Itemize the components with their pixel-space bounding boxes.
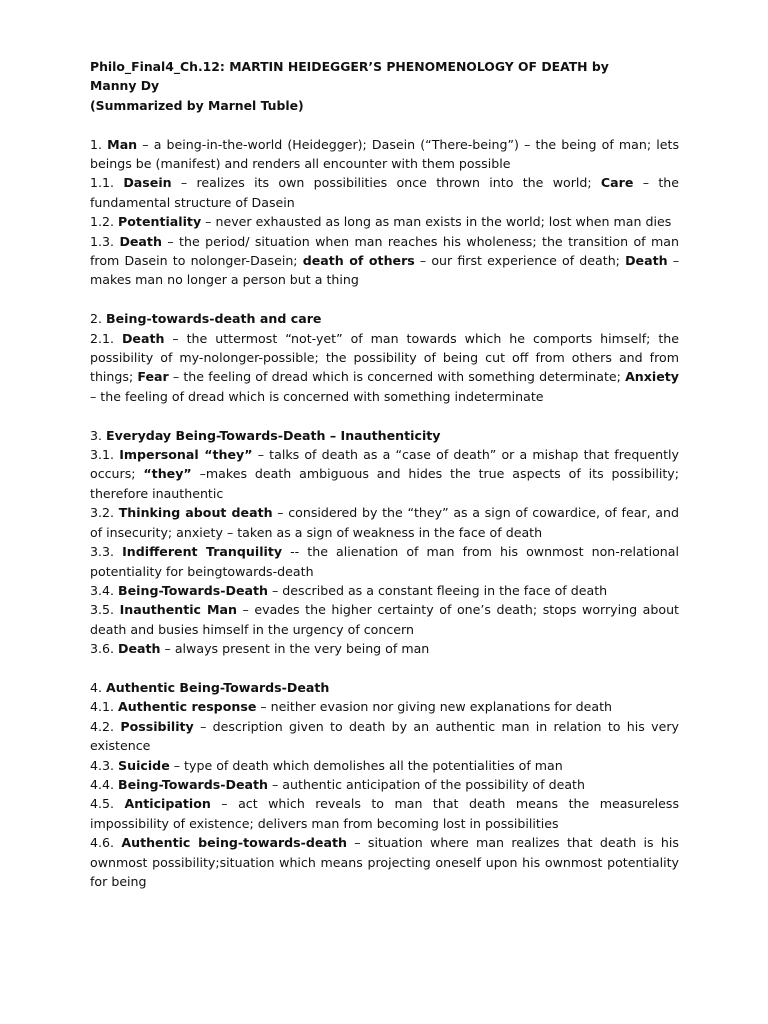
section-2-heading: [90, 309, 679, 328]
definition: – our first experience of death;: [414, 253, 626, 269]
definition: – description given to death by an authentic man in relation to his very existence: [90, 718, 679, 754]
paragraph-1: [90, 135, 679, 174]
paragraph-3-4: [90, 581, 679, 600]
document-title: [90, 57, 679, 115]
item-number: 2.1.: [90, 330, 122, 346]
definition: – the feeling of dread which is concerned with something determinate;: [168, 369, 626, 385]
item-number: 2.: [90, 311, 107, 327]
term: Dasein: [123, 175, 172, 191]
item-number: 4.: [90, 679, 107, 695]
item-number: 4.3.: [90, 757, 119, 773]
term: Fear: [137, 369, 169, 385]
term: Indifferent Tranquility: [122, 544, 283, 560]
definition: – talks of death as a “case of death” or a mishap that frequently occurs;: [90, 447, 679, 482]
term: Death: [118, 641, 161, 657]
item-number: 3.4.: [90, 582, 119, 598]
paragraph-3-2: [90, 503, 679, 542]
term: Thinking about death: [118, 505, 273, 521]
term: death of others: [302, 253, 415, 269]
paragraph-1-2: [90, 212, 679, 231]
item-number: 3.2.: [90, 505, 119, 521]
definition: – the feeling of dread which is concerned with something indeterminate: [90, 388, 544, 404]
term: Inauthentic Man: [119, 602, 237, 618]
paragraph-4-4: [90, 775, 679, 794]
definition: – authentic anticipation of the possibility of death: [268, 776, 585, 792]
term: Potentiality: [118, 214, 202, 230]
title-line-2: Manny Dy: [90, 78, 160, 94]
section-3: [90, 426, 679, 659]
paragraph-4-2: [90, 717, 679, 756]
paragraph-3-1: [90, 445, 679, 503]
item-number: 4.2.: [90, 718, 121, 734]
term: Man: [107, 136, 138, 152]
definition: – the uttermost “not-yet” of man towards which he comports himself; the possibility of my-nolonger-possible; the possibility of being cut off from others and from things;: [90, 330, 679, 385]
definition: – type of death which demolishes all the potentialities of man: [169, 757, 563, 773]
paragraph-3-3: [90, 542, 679, 581]
item-number: 1.1.: [90, 175, 124, 191]
term: Suicide: [118, 757, 170, 773]
definition: – always present in the very being of man: [160, 641, 430, 657]
term: Death: [625, 253, 668, 269]
heading-text: Being-towards-death and care: [106, 311, 322, 327]
item-number: 3.3.: [90, 544, 123, 560]
paragraph-2-1: [90, 329, 679, 407]
term: “they”: [143, 466, 192, 482]
definition: – makes man no longer a person but a thing: [90, 253, 679, 288]
definition: – considered by the “they” as a sign of cowardice, of fear, and of insecurity; anxiety – taken as a sign of weakness in the face of death: [90, 505, 679, 540]
definition: – realizes its own possibilities once thrown into the world;: [171, 175, 601, 191]
definition: – described as a constant fleeing in the face of death: [268, 582, 608, 598]
paragraph-4-3: [90, 756, 679, 775]
heading-text: Everyday Being-Towards-Death – Inauthenticity: [106, 427, 441, 443]
definition: – never exhausted as long as man exists in the world; lost when man dies: [201, 214, 672, 230]
term: Possibility: [120, 718, 194, 734]
term: Authentic being-towards-death: [121, 835, 347, 851]
definition: –makes death ambiguous and hides the true aspects of its possibility; therefore inauthentic: [90, 466, 679, 501]
paragraph-4-1: [90, 697, 679, 716]
paragraph-4-5: [90, 794, 679, 833]
term: Anxiety: [625, 369, 679, 385]
paragraph-1-3: [90, 232, 679, 290]
item-number: 1.: [90, 136, 108, 152]
term: Being-Towards-Death: [118, 776, 268, 792]
heading-text: Authentic Being-Towards-Death: [106, 679, 330, 695]
item-number: 4.1.: [90, 699, 119, 715]
definition: – evades the higher certainty of one’s death; stops worrying about death and busies himself in the urgency of concern: [90, 602, 679, 637]
item-number: 3.5.: [90, 602, 120, 618]
definition: -- the alienation of man from his ownmost non-relational potentiality for beingtowards-death: [90, 544, 680, 579]
definition: – act which reveals to man that death means the measureless impossibility of existence; delivers man from becoming lost in possibilities: [90, 796, 679, 831]
term: Anticipation: [124, 796, 211, 812]
section-2: [90, 309, 679, 406]
term: Care: [600, 175, 634, 191]
term: Authentic response: [118, 699, 257, 715]
paragraph-4-6: [90, 833, 679, 891]
section-3-heading: [90, 426, 679, 445]
item-number: 1.3.: [90, 233, 120, 249]
definition: – neither evasion nor giving new explanations for death: [256, 699, 613, 715]
item-number: 4.5.: [90, 796, 125, 812]
section-4-heading: [90, 678, 679, 697]
item-number: 3.6.: [90, 641, 119, 657]
term: Death: [119, 233, 162, 249]
term: Being-Towards-Death: [118, 582, 268, 598]
definition: – a being-in-the-world (Heidegger); Dasein (“There-being”) – the being of man; lets beings be (manifest) and renders all encounter with them possible: [90, 136, 680, 172]
definition: – the fundamental structure of Dasein: [90, 175, 679, 210]
item-number: 3.1.: [90, 447, 120, 463]
section-1: [90, 135, 679, 290]
section-4: [90, 678, 679, 891]
item-number: 4.6.: [90, 835, 122, 851]
definition: – the period/ situation when man reaches his wholeness; the transition of man from Dasein to nolonger-Dasein;: [90, 233, 679, 269]
term: Death: [121, 330, 165, 346]
title-line-3: (Summarized by Marnel Tuble): [90, 97, 304, 113]
paragraph-3-6: [90, 639, 679, 658]
paragraph-3-5: [90, 600, 679, 639]
item-number: 1.2.: [90, 214, 119, 230]
term: Impersonal “they”: [119, 447, 253, 463]
title-line-1: Philo_Final4_Ch.12: MARTIN HEIDEGGER’S PHENOMENOLOGY OF DEATH by: [90, 59, 609, 74]
definition: – situation where man realizes that death is his ownmost possibility;situation which means projecting oneself upon his ownmost potentiality for being: [90, 835, 679, 889]
paragraph-1-1: [90, 173, 679, 212]
item-number: 3.: [90, 427, 107, 443]
item-number: 4.4.: [90, 776, 119, 792]
